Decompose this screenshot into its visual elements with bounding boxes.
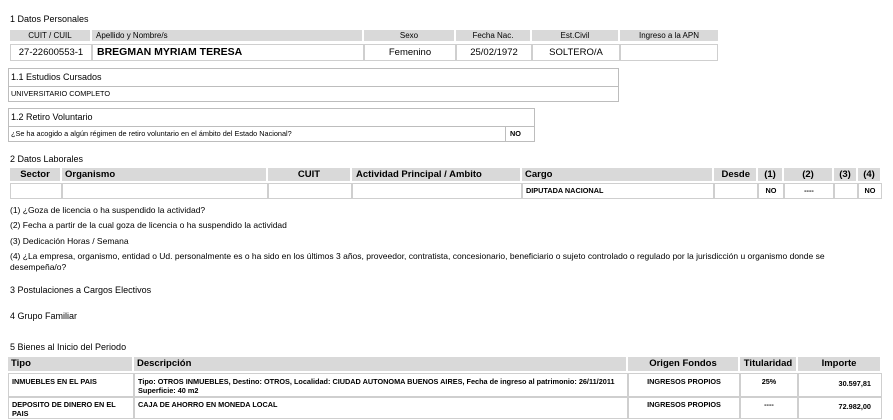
value-name: BREGMAN MYRIAM TERESA	[92, 44, 364, 61]
section-title-familiar: 4 Grupo Familiar	[10, 311, 78, 321]
divider	[505, 126, 506, 142]
header-cuit-lab: CUIT	[268, 168, 350, 181]
cell-col-4: NO	[858, 183, 882, 199]
header-tipo: Tipo	[8, 357, 132, 371]
cell-col-1: NO	[758, 183, 784, 199]
header-origen: Origen Fondos	[628, 357, 738, 371]
bien-descripcion: Tipo: OTROS INMUEBLES, Destino: OTROS, Localidad: CIUDAD AUTONOMA BUENOS AIRES, Fecha de ingreso al patrimonio: 26/11/2011 Superficie: 40 m2	[134, 373, 628, 397]
value-civil-status: SOLTERO/A	[532, 44, 620, 61]
cell-sector	[10, 183, 62, 199]
header-desde: Desde	[714, 168, 756, 181]
header-apn-entry: Ingreso a la APN	[620, 30, 718, 41]
section-title-retiro: 1.2 Retiro Voluntario	[11, 112, 93, 122]
bien-descripcion: CAJA DE AHORRO EN MONEDA LOCAL	[134, 397, 628, 419]
note-3: (3) Dedicación Horas / Semana	[10, 236, 129, 246]
header-col-2: (2)	[784, 168, 832, 181]
note-1: (1) ¿Goza de licencia o ha suspendido la actividad?	[10, 205, 206, 215]
value-sex: Femenino	[364, 44, 456, 61]
header-sector: Sector	[10, 168, 60, 181]
cell-organismo	[62, 183, 268, 199]
section-title-studies: 1.1 Estudios Cursados	[11, 72, 102, 82]
header-name: Apellido y Nombre/s	[92, 30, 362, 41]
cell-col-2: ----	[784, 183, 834, 199]
section-title-bienes: 5 Bienes al Inicio del Periodo	[10, 342, 127, 352]
value-cuit: 27-22600553-1	[10, 44, 92, 61]
header-organismo: Organismo	[62, 168, 266, 181]
section-title-personal: 1 Datos Personales	[10, 14, 89, 24]
header-titularidad: Titularidad	[740, 357, 796, 371]
value-apn-entry	[620, 44, 718, 61]
header-col-4: (4)	[858, 168, 880, 181]
retiro-answer: NO	[510, 129, 521, 138]
cell-col-3	[834, 183, 858, 199]
bien-titularidad: 25%	[740, 373, 798, 397]
header-cuit: CUIT / CUIL	[10, 30, 90, 41]
bien-tipo: INMUEBLES EN EL PAIS	[8, 373, 134, 397]
cell-desde	[714, 183, 758, 199]
bien-origen: INGRESOS PROPIOS	[628, 373, 740, 397]
section-title-postulaciones: 3 Postulaciones a Cargos Electivos	[10, 285, 152, 295]
note-2: (2) Fecha a partir de la cual goza de licencia o ha suspendido la actividad	[10, 220, 287, 230]
cell-cuit-lab	[268, 183, 352, 199]
divider	[8, 86, 619, 87]
header-actividad: Actividad Principal / Ambito	[352, 168, 520, 181]
bien-importe: 72.982,00	[798, 397, 882, 419]
header-sex: Sexo	[364, 30, 454, 41]
retiro-question: ¿Se ha acogido a algún régimen de retiro voluntario en el ámbito del Estado Nacional?	[11, 129, 292, 138]
header-importe: Importe	[798, 357, 880, 371]
cell-actividad	[352, 183, 522, 199]
divider	[8, 126, 535, 127]
note-4: (4) ¿La empresa, organismo, entidad o Ud. personalmente es o ha sido en los últimos 3 años, proveedor, contratista, concesionario, beneficiario o sujeto controlado o regulado por la jurisdicción u organismo donde se desempeña/o?	[10, 251, 825, 272]
header-col-3: (3)	[834, 168, 856, 181]
header-civil-status: Est.Civil	[532, 30, 618, 41]
header-cargo: Cargo	[522, 168, 712, 181]
bien-origen: INGRESOS PROPIOS	[628, 397, 740, 419]
bien-importe: 30.597,81	[798, 373, 882, 397]
section-title-laborales: 2 Datos Laborales	[10, 154, 84, 164]
header-descripcion: Descripción	[134, 357, 626, 371]
studies-value: UNIVERSITARIO COMPLETO	[11, 89, 111, 98]
cell-cargo: DIPUTADA NACIONAL	[522, 183, 714, 199]
header-birthdate: Fecha Nac.	[456, 30, 530, 41]
bien-tipo: DEPOSITO DE DINERO EN EL PAIS	[8, 397, 134, 419]
header-col-1: (1)	[758, 168, 782, 181]
value-birthdate: 25/02/1972	[456, 44, 532, 61]
bien-titularidad: ----	[740, 397, 798, 419]
